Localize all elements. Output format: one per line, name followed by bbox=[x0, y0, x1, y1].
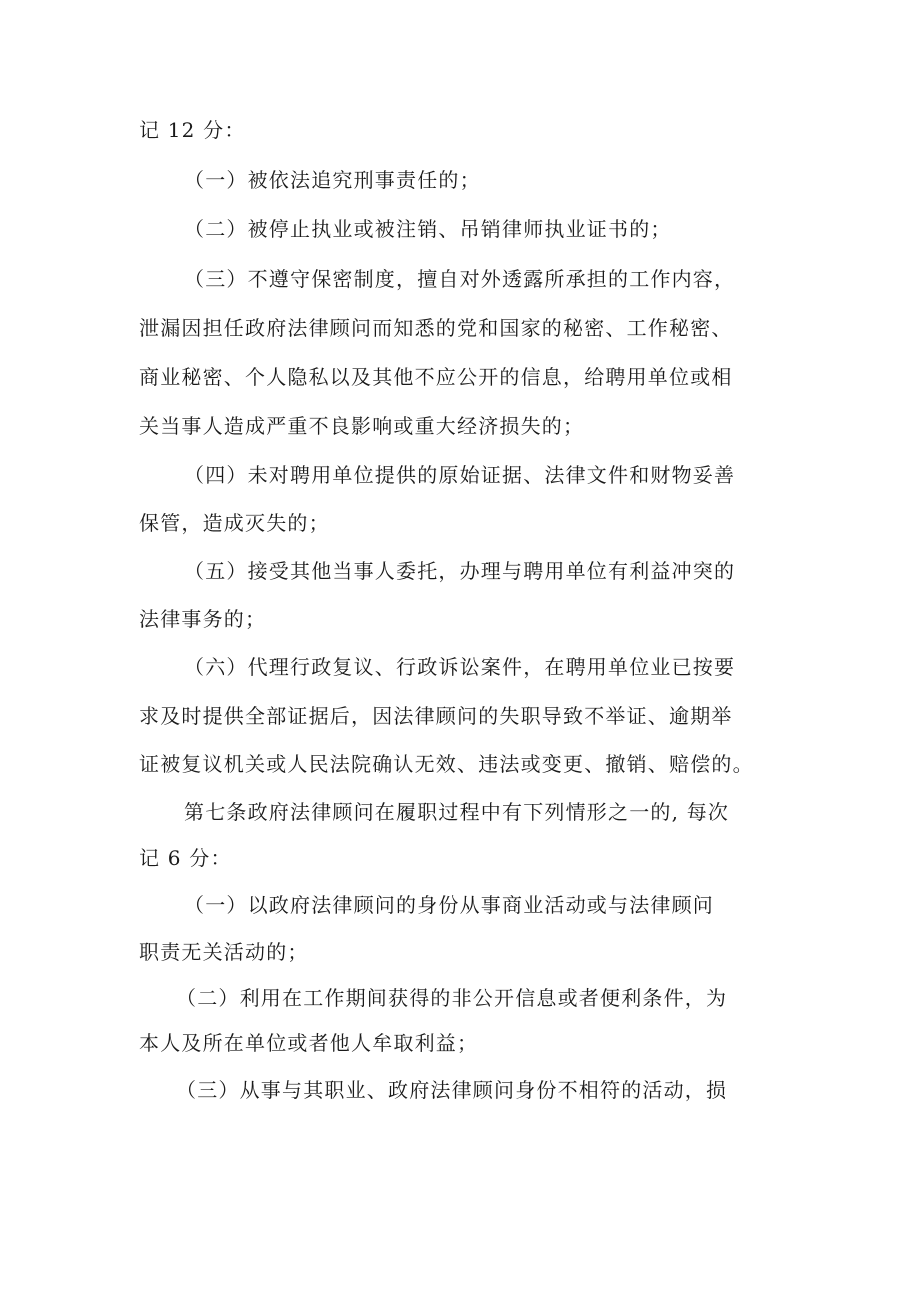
paragraph-line: （六）代理行政复议、行政诉讼案件，在聘用单位业已按要 bbox=[184, 655, 736, 679]
paragraph-line: （三）不遵守保密制度，擅自对外透露所承担的工作内容， bbox=[184, 267, 736, 291]
paragraph-line: 记 6 分： bbox=[139, 846, 232, 870]
paragraph-line: （二）被停止执业或被注销、吊销律师执业证书的； bbox=[184, 217, 672, 241]
paragraph-line: （三）从事与其职业、政府法律顾问身份不相符的活动，损 bbox=[176, 1078, 728, 1102]
paragraph-line: （四）未对聘用单位提供的原始证据、法律文件和财物妥善 bbox=[184, 463, 736, 487]
paragraph-line: 求及时提供全部证据后，因法律顾问的失职导致不举证、逾期举 bbox=[139, 704, 733, 728]
paragraph-line: 本人及所在单位或者他人牟取利益； bbox=[139, 1031, 479, 1055]
paragraph-line: 记 12 分： bbox=[139, 118, 246, 142]
paragraph-line: （一）被依法追究刑事责任的； bbox=[184, 168, 481, 192]
paragraph-line: 保管，造成灭失的； bbox=[139, 511, 330, 535]
paragraph-line: （二）利用在工作期间获得的非公开信息或者便利条件，为 bbox=[176, 986, 728, 1010]
paragraph-line: 第七条政府法律顾问在履职过程中有下列情形之一的, 每次 bbox=[184, 800, 730, 824]
paragraph-line: （一）以政府法律顾问的身份从事商业活动或与法律顾问 bbox=[184, 893, 714, 917]
paragraph-line: 关当事人造成严重不良影响或重大经济损失的； bbox=[139, 414, 585, 438]
paragraph-line: 泄漏因担任政府法律顾问而知悉的党和国家的秘密、工作秘密、 bbox=[139, 316, 733, 340]
paragraph-line: 职责无关活动的； bbox=[139, 940, 309, 964]
paragraph-line: 商业秘密、个人隐私以及其他不应公开的信息，给聘用单位或相 bbox=[139, 365, 733, 389]
paragraph-line: 证被复议机关或人民法院确认无效、违法或变更、撤销、赔偿的。 bbox=[139, 752, 754, 776]
paragraph-line: 法律事务的； bbox=[139, 607, 267, 631]
paragraph-line: （五）接受其他当事人委托，办理与聘用单位有利益冲突的 bbox=[184, 559, 736, 583]
